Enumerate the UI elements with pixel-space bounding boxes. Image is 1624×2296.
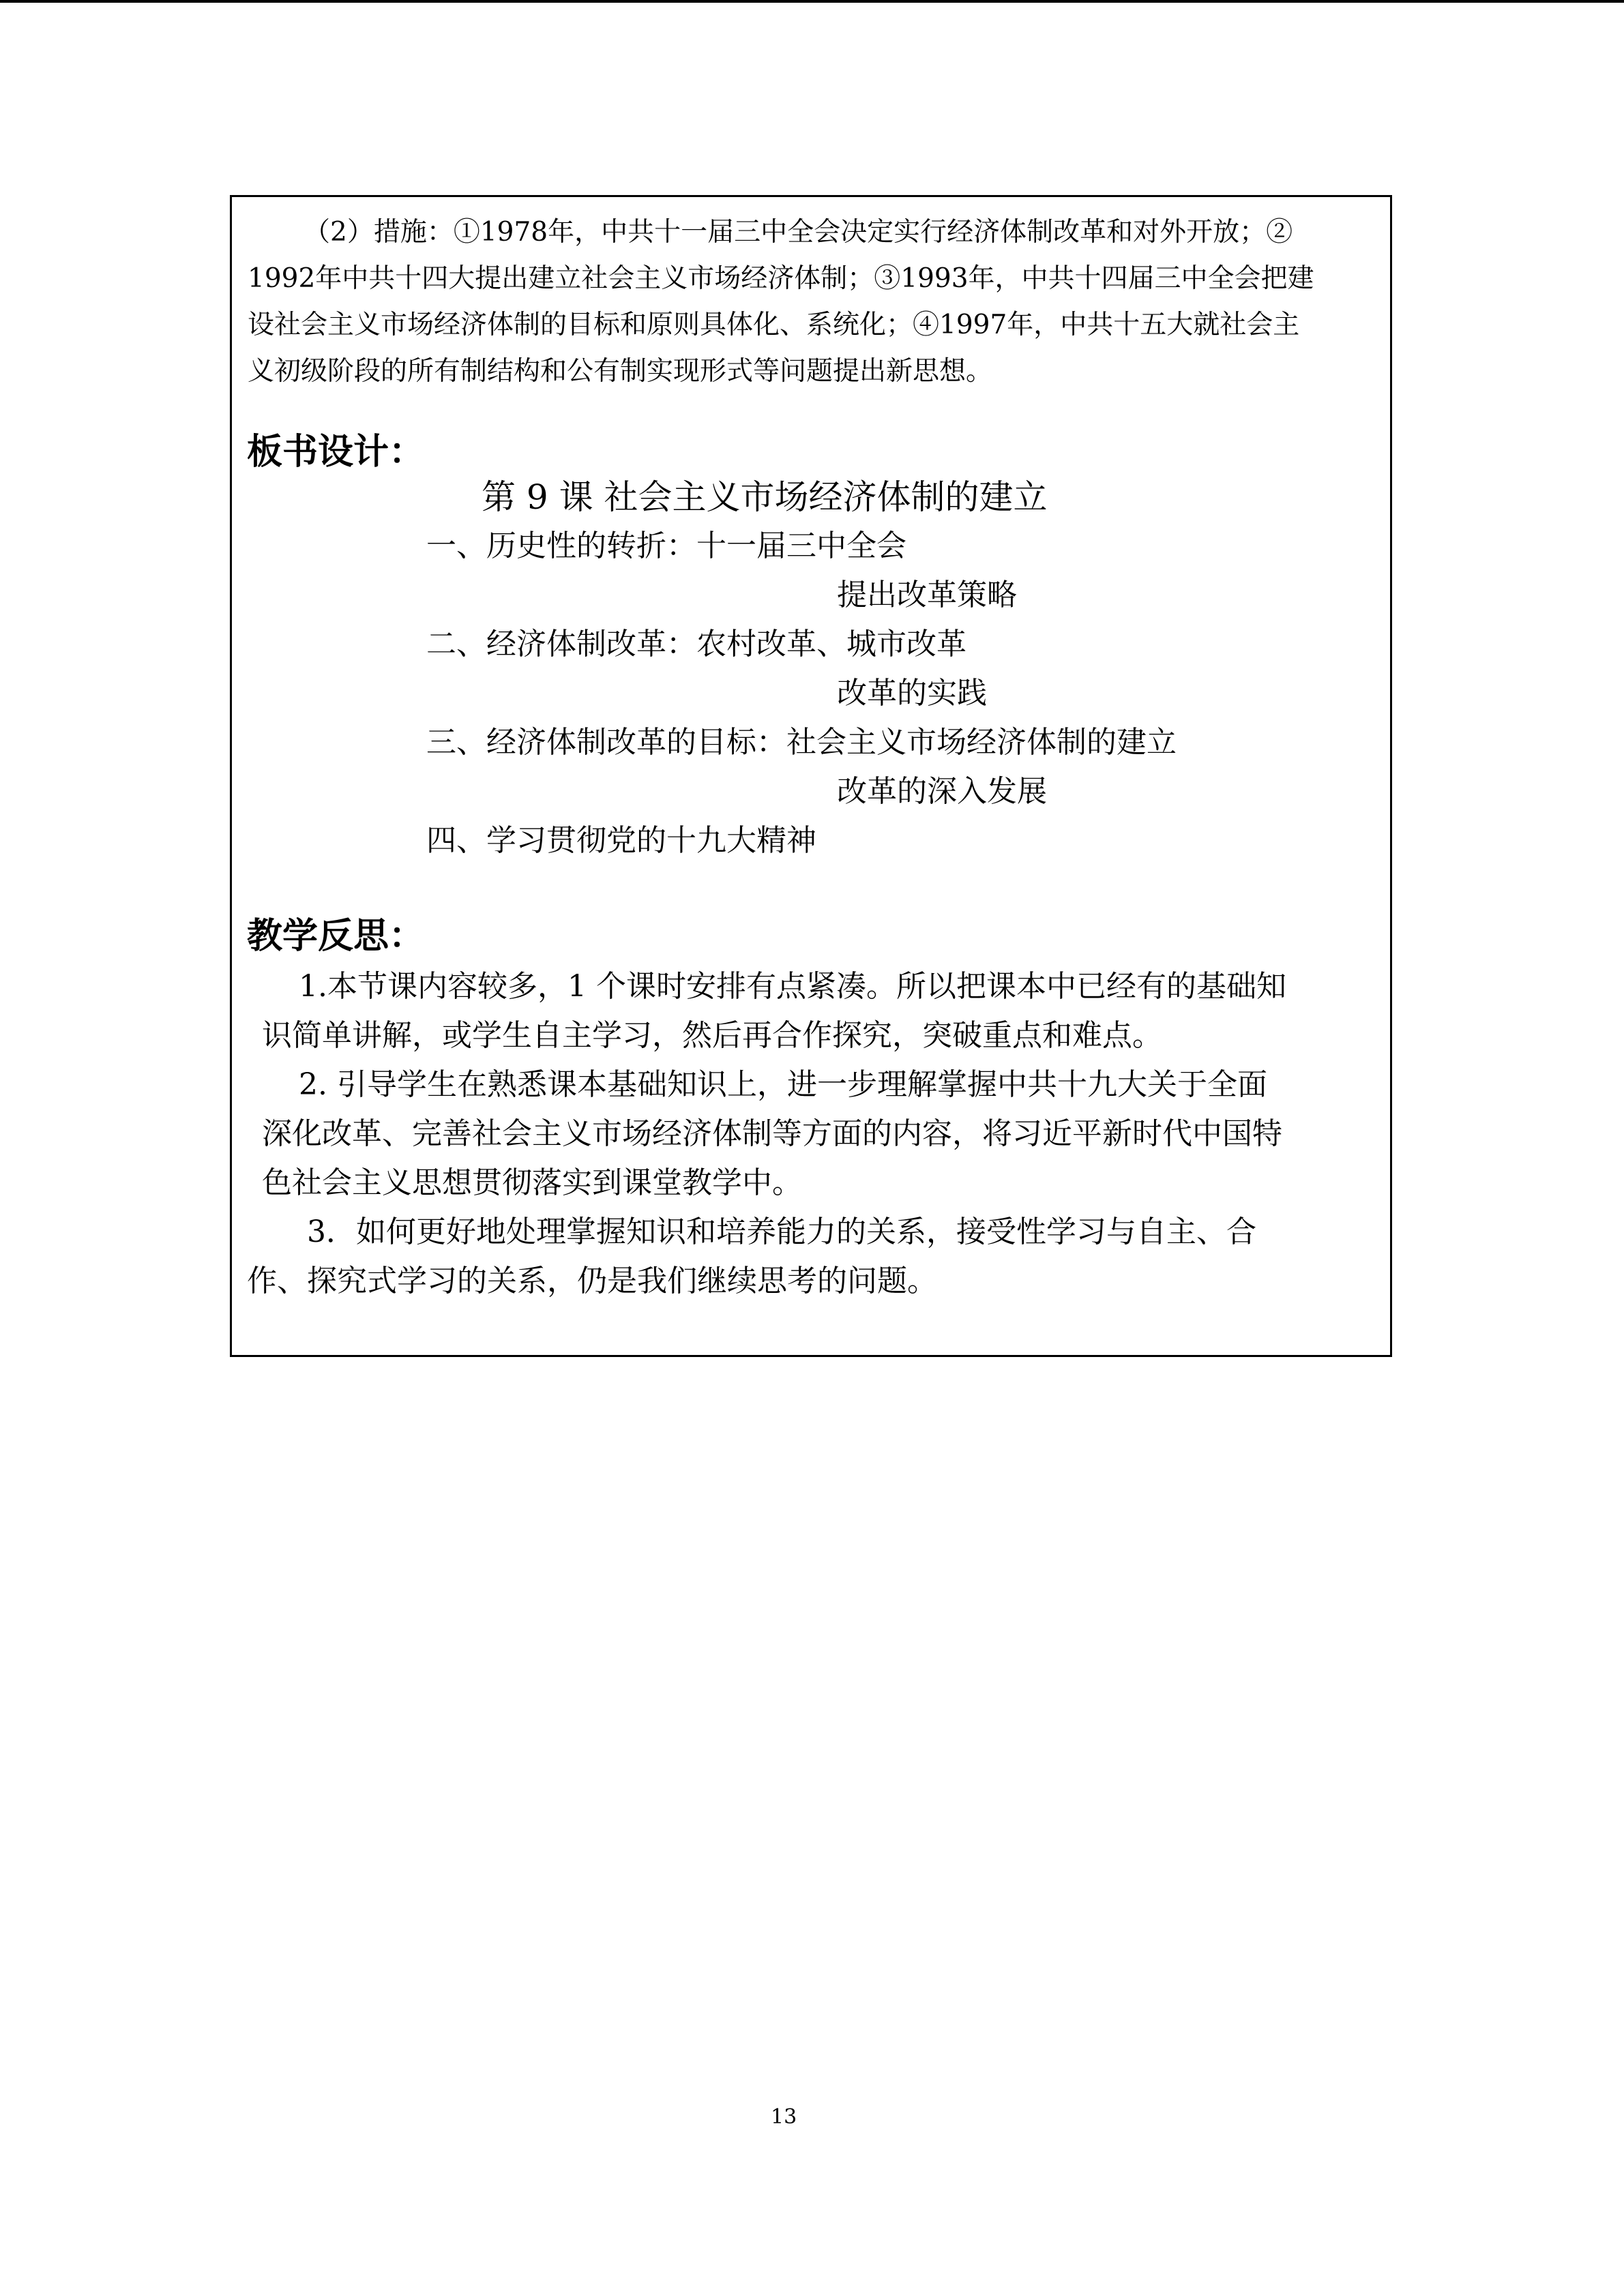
board-design-line: 一、历史性的转折：十一届三中全会: [426, 528, 906, 563]
board-design-line: 四、学习贯彻党的十九大精神: [426, 823, 816, 858]
board-design-line: 改革的实践: [837, 676, 987, 711]
board-design-line: 二、经济体制改革：农村改革、城市改革: [426, 627, 966, 661]
measures-line: （2）措施：①1978年，中共十一届三中全会决定实行经济体制改革和对外开放；②: [304, 217, 1293, 248]
reflection-line: 作、探究式学习的关系，仍是我们继续思考的问题。: [247, 1264, 937, 1298]
board-design-title: 第 9 课 社会主义市场经济体制的建立: [482, 477, 1048, 517]
board-design-line: 提出改革策略: [837, 578, 1017, 612]
lesson-plan-frame: [230, 195, 1392, 1357]
reflection-line: 2. 引导学生在熟悉课本基础知识上，进一步理解掌握中共十九大关于全面: [299, 1067, 1267, 1102]
board-design-heading: 板书设计：: [247, 432, 425, 473]
measures-line: 设社会主义市场经济体制的目标和原则具体化、系统化；④1997年，中共十五大就社会主: [248, 310, 1300, 340]
board-design-line: 改革的深入发展: [837, 774, 1047, 809]
measures-line: 1992年中共十四大提出建立社会主义市场经济体制；③1993年，中共十四届三中全会把建: [248, 263, 1314, 294]
reflection-line: 1.本节课内容较多，1 个课时安排有点紧凑。所以把课本中已经有的基础知: [299, 969, 1286, 1004]
board-design-line: 三、经济体制改革的目标：社会主义市场经济体制的建立: [426, 725, 1177, 760]
reflection-heading: 教学反思：: [247, 916, 425, 957]
reflection-line: 色社会主义思想贯彻落实到课堂教学中。: [262, 1165, 802, 1200]
reflection-line: 3．如何更好地处理掌握知识和培养能力的关系，接受性学习与自主、合: [307, 1214, 1256, 1249]
measures-line: 义初级阶段的所有制结构和公有制实现形式等问题提出新思想。: [248, 356, 993, 387]
reflection-line: 深化改革、完善社会主义市场经济体制等方面的内容，将习近平新时代中国特: [262, 1116, 1282, 1151]
page-top-rule: [0, 0, 1624, 3]
reflection-line: 识简单讲解，或学生自主学习，然后再合作探究，突破重点和难点。: [262, 1018, 1162, 1053]
page-number: 13: [771, 2105, 797, 2129]
